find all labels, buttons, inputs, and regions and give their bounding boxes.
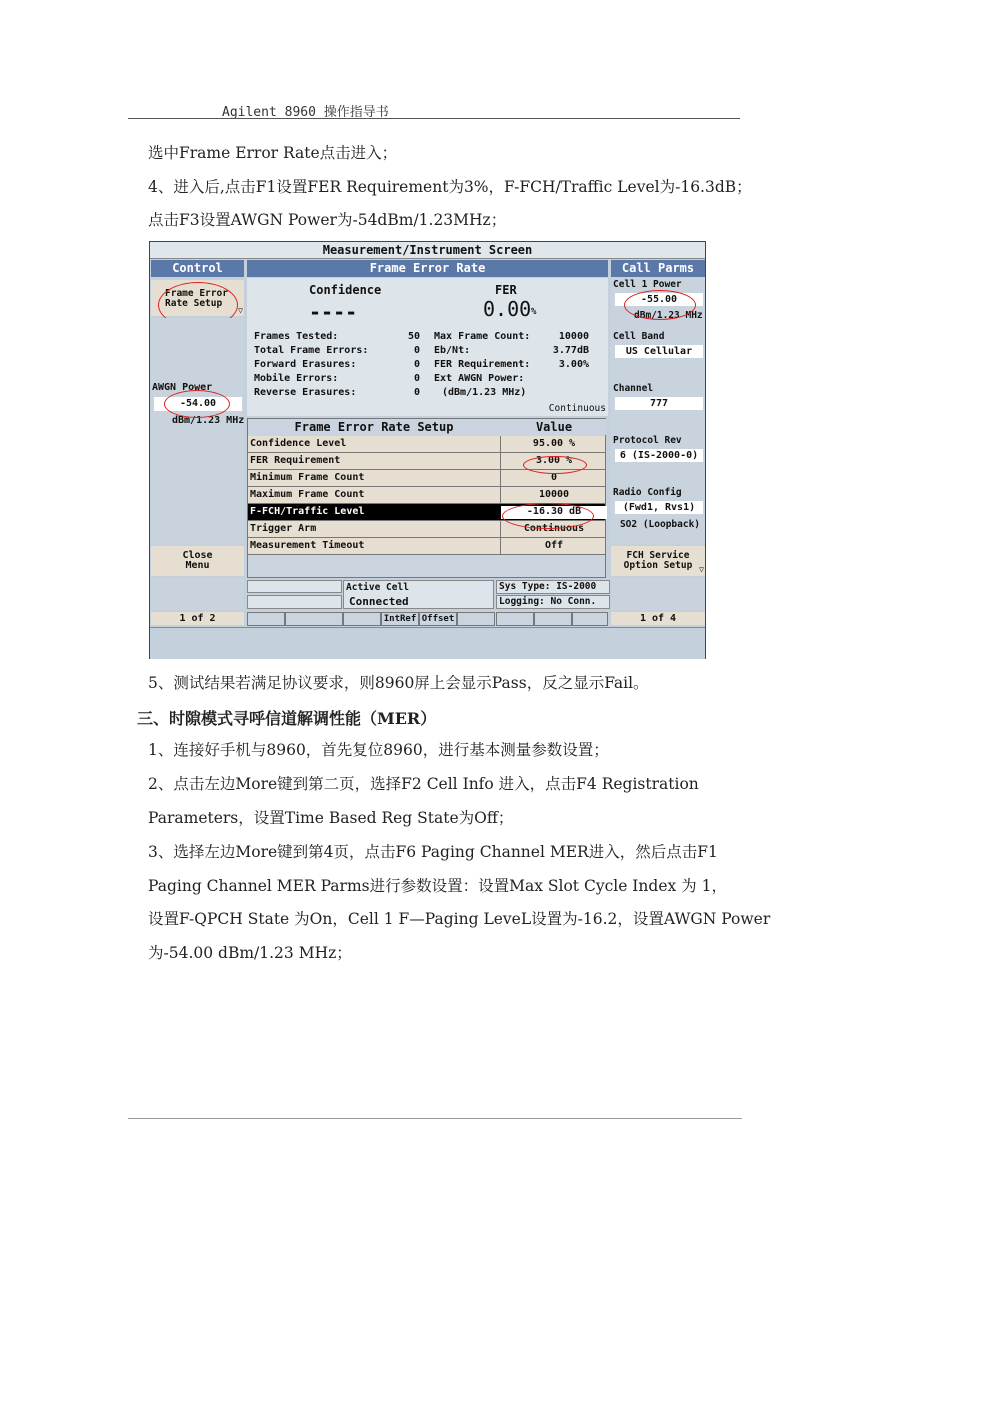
stat-row [254,330,420,344]
cell-power-unit: dBm/1.23 MHz [634,310,703,321]
stat-row [434,386,589,400]
paragraph-8: 3、选择左边More键到第4页，点击F6 Paging Channel MER进入，然后点击F1 [148,843,718,861]
offset-indicator: Offset [419,612,457,626]
stat-row [434,330,589,344]
stat-value: 0 [413,387,420,398]
header-title: Agilent 8960 操作指导书 [222,105,389,120]
status-blank [247,595,342,609]
indicator-box [534,612,572,626]
channel-value[interactable]: 777 [615,397,703,410]
message-bar [150,627,705,659]
highlight-ring [502,503,594,529]
confidence-label: Confidence [309,283,382,297]
stat-label: FER Requirement: [434,359,531,370]
setup-row-value: 3.00 % [535,455,573,466]
cell-power-value[interactable]: -55.00 [615,293,703,306]
measurement-results-panel [247,278,608,416]
stats-left [254,330,420,400]
submenu-arrow-icon: ▽ [699,565,704,574]
control-lower-area [151,578,244,610]
stat-label: Eb/Nt: [434,345,471,356]
cell-band-value[interactable]: US Cellular [615,345,703,358]
setup-row-label: Minimum Frame Count [250,472,365,483]
paragraph-10: 设置F-QPCH State 为On，Cell 1 F—Paging LeveL设置为-16.2，设置AWGN Power [148,910,771,928]
softkey-line-1: Frame Error [165,288,228,299]
setup-row-value: 10000 [538,489,570,500]
setup-row[interactable] [248,487,605,504]
paragraph-9: Paging Channel MER Parms进行参数设置：设置Max Slot Cycle Index 为 1， [148,877,727,895]
awgn-power-unit: dBm/1.23 MHz [172,415,245,426]
paragraph-4: 5、测试结果若满足协议要求，则8960屏上会显示Pass，反之显示Fail。 [148,674,649,692]
control-page-indicator: 1 of 2 [151,612,244,625]
indicator-box [496,612,534,626]
paragraph-2: 4、进入后,点击F1设置FER Requirement为3%，F-FCH/Traffic Level为-16.3dB； [148,178,752,196]
stat-row [254,358,420,372]
setup-row-value: Off [544,540,564,551]
close-menu-line-1: Close [182,550,213,561]
setup-row-label: Maximum Frame Count [250,489,365,500]
header-rule [128,118,740,119]
radio-config-value[interactable]: (Fwd1, Rvs1) [615,501,703,514]
service-option-value: SO2 (Loopback) [619,519,701,530]
paragraph-6: 2、点击左边More键到第二页，选择F2 Cell Info 进入，点击F4 Registration [148,775,699,793]
fer-label: FER [495,283,517,297]
stat-value: 10000 [558,331,589,342]
instrument-screen [149,241,706,659]
indicator-box [285,612,343,626]
setup-row-value: Continuous [523,523,585,534]
status-blank [247,580,342,593]
indicator-box [572,612,608,626]
setup-value-header: Value [502,419,606,435]
control-header: Control [151,260,244,277]
stat-row [254,344,420,358]
logging-status: Logging: No Conn. [496,595,610,609]
close-menu-softkey[interactable] [151,546,244,576]
highlight-ring [624,290,696,320]
stat-row [434,344,589,358]
close-menu-line-2: Menu [185,560,210,571]
section-heading: 三、时隙模式寻呼信道解调性能（MER） [137,709,437,728]
active-cell-panel [343,580,494,609]
setup-row-label: Confidence Level [250,438,347,449]
stat-label: Forward Erasures: [254,359,357,370]
screen-title: Measurement/Instrument Screen [150,242,705,259]
radio-config-label: Radio Config [613,487,682,498]
sys-type: Sys Type: IS-2000 [496,580,610,594]
measurement-mode: Continuous [548,403,606,414]
stat-label: Total Frame Errors: [254,345,369,356]
stat-row [434,372,589,386]
fer-unit: % [531,307,537,317]
paragraph-3: 点击F3设置AWGN Power为-54dBm/1.23MHz； [148,211,507,229]
call-parms-lower-area [611,578,705,610]
active-cell-value: Connected [349,595,409,608]
cell-power-label: Cell 1 Power [613,279,682,290]
fch-service-option-setup-softkey[interactable] [611,546,705,576]
setup-row-label: FER Requirement [250,455,341,466]
stat-label: Max Frame Count: [434,331,531,342]
stat-label: Frames Tested: [254,331,339,342]
intref-indicator: IntRef [381,612,419,626]
setup-row[interactable] [248,538,605,555]
awgn-power-value[interactable]: -54.00 [154,397,242,411]
indicator-strip [247,612,608,625]
stat-value: 0 [413,359,420,370]
stat-value: 0 [413,373,420,384]
setup-row[interactable] [248,436,605,453]
setup-row-value: 0 [550,472,558,483]
active-cell-label: Active Cell [346,582,409,593]
stat-label: (dBm/1.23 MHz) [442,387,527,398]
stat-value: 50 [407,331,420,342]
measurement-header: Frame Error Rate [247,260,608,277]
fer-value: 0.00 [483,297,532,321]
setup-row-value: 95.00 % [532,438,576,449]
protocol-rev-value[interactable]: 6 (IS-2000-0) [615,449,703,462]
paragraph-1: 选中Frame Error Rate点击进入； [148,144,398,162]
setup-row-value: -16.30 dB [501,506,607,519]
call-parms-header: Call Parms [611,260,705,277]
fch-line-1: FCH Service [626,550,690,561]
highlight-ring [523,456,587,474]
stats-right [434,330,589,400]
control-blank-area [151,318,244,544]
cell-band-label: Cell Band [613,331,665,342]
setup-row-label: Trigger Arm [250,523,317,534]
call-parms-page-indicator: 1 of 4 [611,612,705,625]
channel-label: Channel [613,383,654,394]
setup-row-label: F-FCH/Traffic Level [250,506,365,517]
stat-label: Mobile Errors: [254,373,339,384]
setup-row-label: Measurement Timeout [250,540,365,551]
stat-row [254,372,420,386]
stat-value: 3.77dB [552,345,589,356]
paragraph-11: 为-54.00 dBm/1.23 MHz； [148,944,352,962]
footer-rule [128,1118,742,1119]
indicator-box [247,612,285,626]
indicator-box [457,612,495,626]
submenu-arrow-icon: ▽ [238,306,243,315]
confidence-value: ---- [309,300,358,324]
awgn-power-label: AWGN Power [152,382,213,393]
stat-row [254,386,420,400]
stat-label: Ext AWGN Power: [434,373,525,384]
highlight-ring [164,390,230,418]
setup-header: Frame Error Rate Setup [248,419,500,435]
indicator-box [343,612,381,626]
fch-line-2: Option Setup [623,560,693,571]
stat-value: 3.00% [558,359,589,370]
softkey-line-2: Rate Setup [165,298,223,309]
paragraph-5: 1、连接好手机与8960，首先复位8960，进行基本测量参数设置； [148,741,609,759]
stat-value: 0 [413,345,420,356]
stat-row [434,358,589,372]
paragraph-7: Parameters，设置Time Based Reg State为Off； [148,809,514,827]
stat-label: Reverse Erasures: [254,387,357,398]
protocol-rev-label: Protocol Rev [613,435,682,446]
